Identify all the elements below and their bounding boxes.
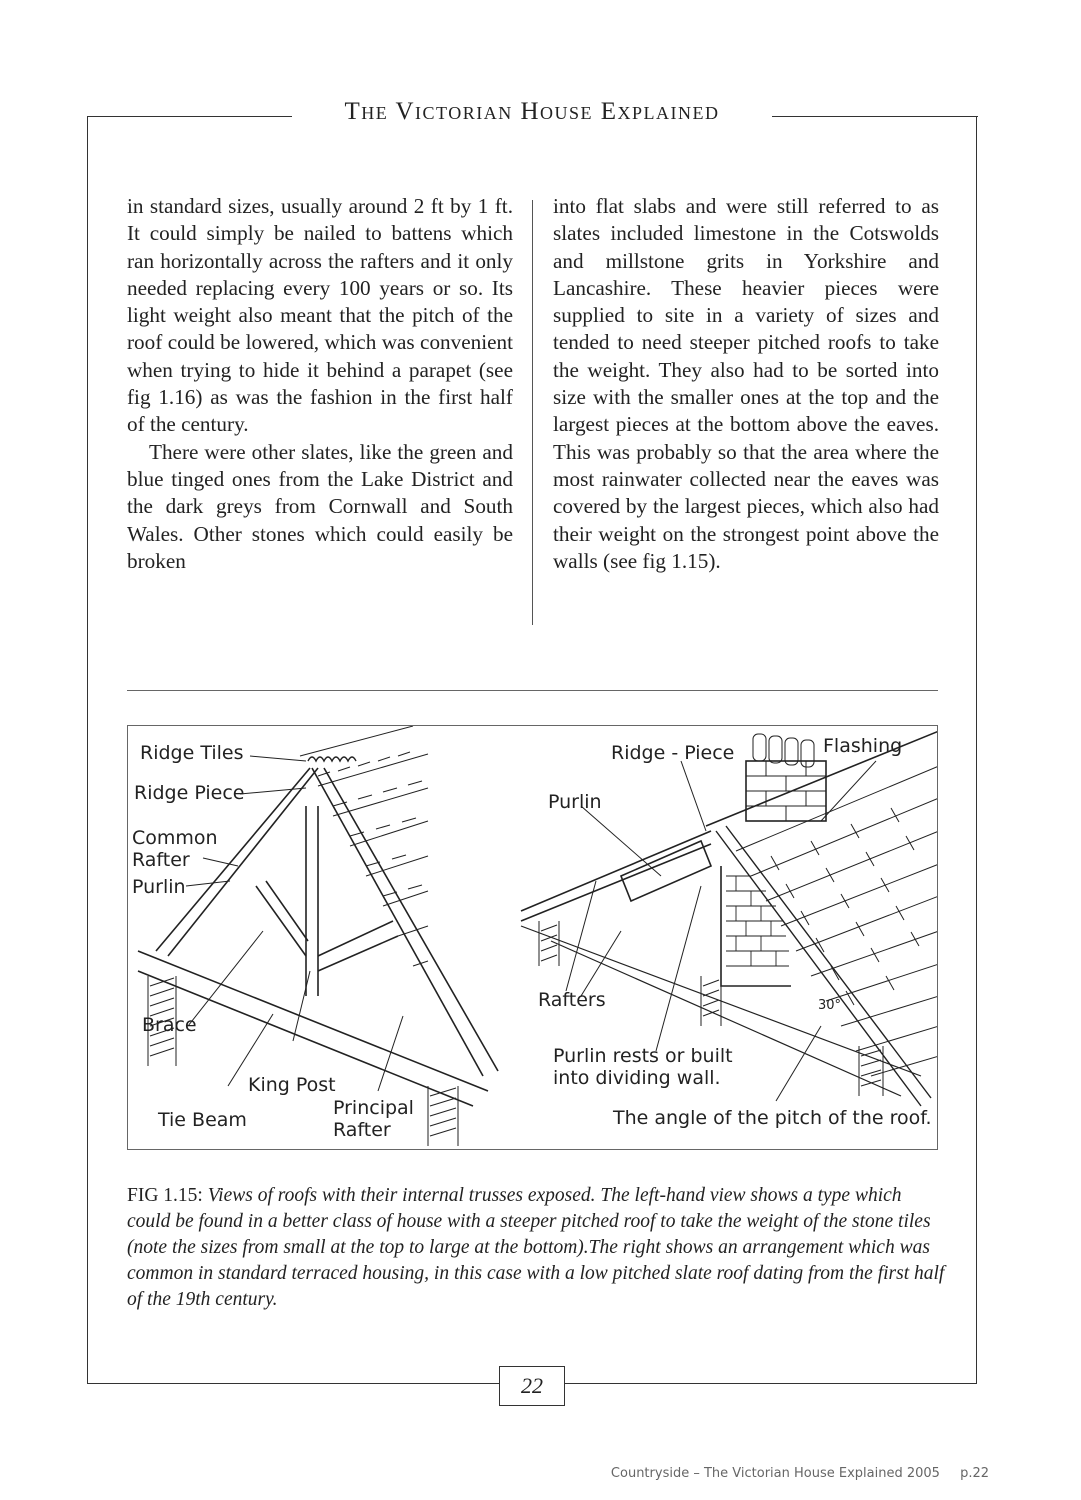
label-king-post: King Post: [248, 1074, 336, 1096]
paragraph: There were other slates, like the green and blue tinged ones from the Lake District and the dark greys from Cornwall and South Wales. Other stones which could easily be broken: [127, 439, 513, 573]
label-purlin-right: Purlin: [548, 791, 602, 813]
footer-page-ref: p.22: [960, 1466, 989, 1481]
label-ridge-tiles: Ridge Tiles: [140, 742, 244, 764]
label-principal-rafter-line1: Principal: [333, 1097, 414, 1119]
label-flashing: Flashing: [823, 735, 903, 757]
running-head-title: The Victorian House Explained: [344, 98, 720, 125]
label-common-rafter-line2: Rafter: [132, 849, 190, 871]
figure-roof-trusses: [127, 725, 938, 1150]
label-principal-rafter-line2: Rafter: [333, 1119, 391, 1141]
footer-source: Countryside – The Victorian House Explained 2005: [610, 1466, 940, 1481]
label-ridge-piece: Ridge Piece: [134, 782, 245, 804]
label-ridge-piece-right: Ridge - Piece: [611, 742, 735, 764]
body-column-left: [127, 193, 513, 575]
label-purlin-note-line1: Purlin rests or built: [553, 1045, 733, 1067]
figure-caption: [127, 1183, 947, 1313]
body-column-right: [553, 193, 939, 575]
label-common-rafter-line1: Common: [132, 827, 218, 849]
label-angle-30: 30°: [818, 998, 842, 1013]
label-pitch-note: The angle of the pitch of the roof.: [613, 1107, 932, 1129]
caption-text: Views of roofs with their internal trusses exposed. The left-hand view shows a type which could be found in a better class of house with a steeper pitched roof to take the weight of the stone tiles (note the sizes from small at the top to large at the bottom).The right shows an arrangement which was common in standard terraced housing, in this case with a low pitched slate roof dating from the first half of the 19th century.: [127, 1185, 945, 1310]
source-footer: [611, 1466, 989, 1481]
section-rule: [127, 690, 938, 691]
page-number: 22: [499, 1366, 565, 1406]
column-divider: [532, 200, 533, 625]
label-brace: Brace: [142, 1014, 197, 1036]
label-rafters: Rafters: [538, 989, 606, 1011]
label-purlin-left: Purlin: [132, 876, 186, 898]
paragraph: in standard sizes, usually around 2 ft by 1 ft. It could simply be nailed to battens which ran horizontally across the rafters and it only needed replacing every 100 years or so. Its light weight also meant that the pitch of the roof could be lowered, which was convenient when trying to hide it behind a parapet (see fig 1.16) as was the fashion in the first half of the century.: [127, 194, 513, 437]
caption-label: FIG 1.15:: [127, 1185, 203, 1206]
label-purlin-note-line2: into dividing wall.: [553, 1067, 721, 1089]
roof-illustration: [128, 726, 938, 1150]
paragraph: into flat slabs and were still referred to as slates included limestone in the Cotswolds and millstone grits in Yorkshire and Lancashire. These heavier pieces were supplied to site in a variety of sizes and tended to need steeper pitched roofs to take the weight. They also had to be sorted into size with the smaller ones at the top and the largest pieces at the bottom above the eaves. This was probably so that the area where the most rainwater collected near the eaves was covered by the largest pieces, which also had their weight on the strongest point above the walls (see fig 1.15).: [553, 194, 939, 573]
label-tie-beam: Tie Beam: [158, 1109, 247, 1131]
